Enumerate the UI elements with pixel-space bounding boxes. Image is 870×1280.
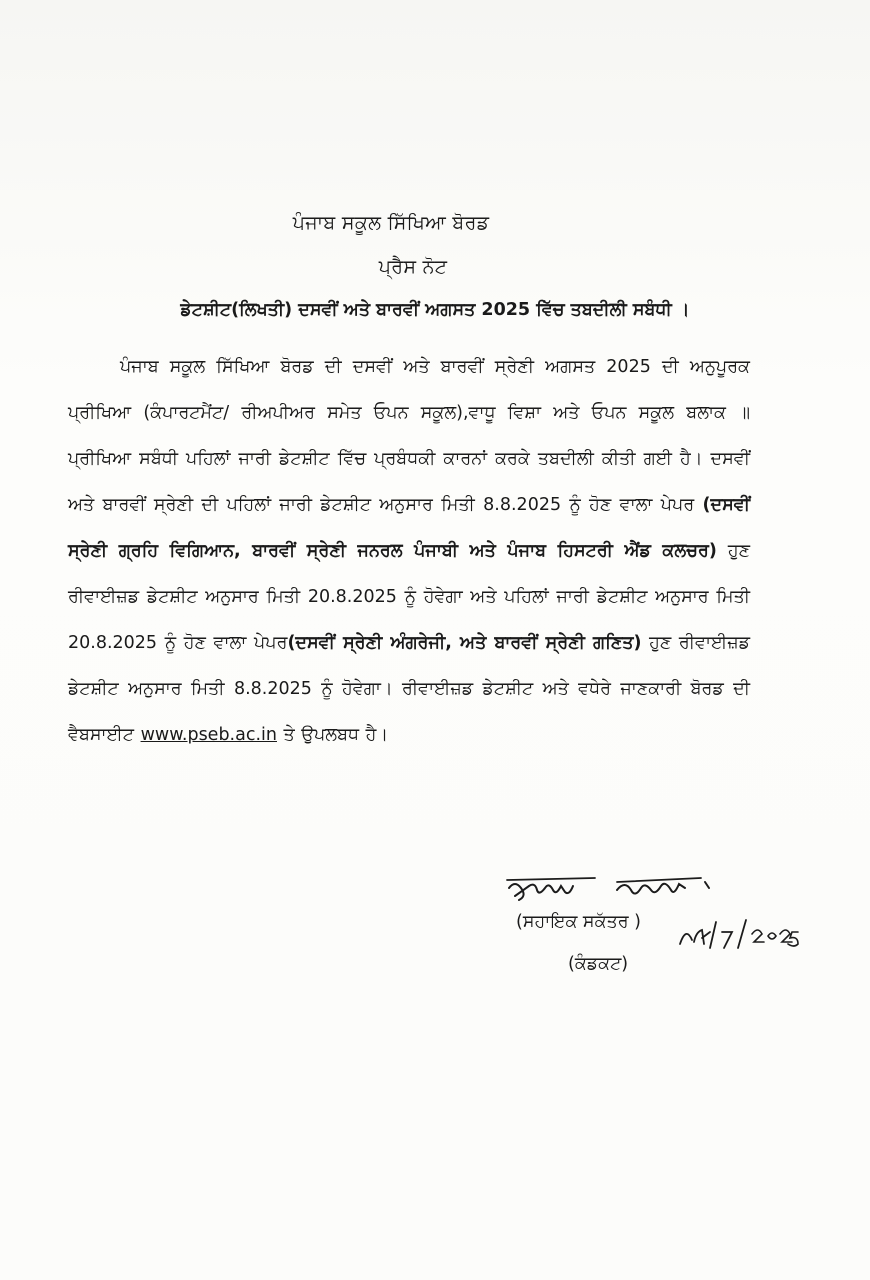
body-segment: ਹੁਣ ਰੀਵਾਈਜ਼ਡ ਡੇਟਸ਼ੀਟ ਅਨੁਸਾਰ ਮਿਤੀ 20.8.2025 ਨੂੰ ਹੋਵੇਗਾ ਅਤੇ ਪਹਿਲਾਂ ਜਾਰੀ ਡੇਟਸ਼ੀਟ ਅਨੁਸਾਰ ਮਿਤੀ 20.8.2025 ਨੂੰ ਹੋਣ ਵਾਲਾ ਪੇਪਰ <box>68 541 751 653</box>
body-bold-segment: (ਦਸਵੀਂ ਸ੍ਰੇਣੀ ਅੰਗਰੇਜੀ, ਅਤੇ ਬਾਰਵੀਂ ਸ੍ਰੇਣੀ ਗਣਿਤ) <box>287 633 642 653</box>
document-type-heading: ਪ੍ਰੈਸ ਨੋਟ <box>378 256 448 278</box>
body-segment: ਹੁਣ ਰੀਵਾਈਜ਼ਡ ਡੇਟਸ਼ੀਟ ਅਨੁਸਾਰ ਮਿਤੀ 8.8.2025 ਨੂੰ ਹੋਵੇਗਾ। ਰੀਵਾਈਜ਼ਡ ਡੇਟਸ਼ੀਟ ਅਤੇ ਵਧੇਰੇ ਜਾਣਕਾਰੀ ਬੋਰਡ ਦੀ ਵੈਬਸਾਈਟ <box>68 633 750 745</box>
press-note-body <box>68 344 750 758</box>
department-label: (ਕੰਡਕਟ) <box>568 954 629 974</box>
designation-label: (ਸਹਾਇਕ ਸਕੱਤਰ ) <box>516 912 641 932</box>
body-segment: ਤੇ ਉਪਲਬਧ ਹੈ। <box>276 725 389 745</box>
website-link[interactable]: www.pseb.ac.in <box>140 725 277 745</box>
board-name-heading: ਪੰਜਾਬ ਸਕੂਲ ਸਿੱਖਿਆ ਬੋਰਡ <box>292 212 490 234</box>
subject-line: ਡੇਟਸ਼ੀਟ(ਲਿਖਤੀ) ਦਸਵੀਂ ਅਤੇ ਬਾਰਵੀਂ ਅਗਸਤ 2025 ਵਿੱਚ ਤਬਦੀਲੀ ਸਬੰਧੀ । <box>180 300 690 320</box>
body-bold-segment: (ਦਸਵੀਂ ਸ੍ਰੇਣੀ ਗ੍ਰਹਿ ਵਿਗਿਆਨ, ਬਾਰਵੀਂ ਸ੍ਰੇਣੀ ਜਨਰਲ ਪੰਜਾਬੀ ਅਤੇ ਪੰਜਾਬ ਹਿਸਟਰੀ ਐਂਡ ਕਲਚਰ) <box>68 495 750 561</box>
handwritten-date <box>676 916 816 952</box>
body-segment: ਪੰਜਾਬ ਸਕੂਲ ਸਿੱਖਿਆ ਬੋਰਡ ਦੀ ਦਸਵੀਂ ਅਤੇ ਬਾਰਵੀਂ ਸ੍ਰੇਣੀ ਅਗਸਤ 2025 ਦੀ ਅਨੁਪੂਰਕ ਪ੍ਰੀਖਿਆ (ਕੰਪਾਰਟਮੈਂਟ/ ਰੀਅਪੀਅਰ ਸਮੇਤ ਓਪਨ ਸਕੂਲ),ਵਾਧੂ ਵਿਸ਼ਾ ਅਤੇ ਓਪਨ ਸਕੂਲ ਬਲਾਕ ॥ ਪ੍ਰੀਖਿਆ ਸਬੰਧੀ ਪਹਿਲਾਂ ਜਾਰੀ ਡੇਟਸ਼ੀਟ ਵਿੱਚ ਪ੍ਰਬੰਧਕੀ ਕਾਰਨਾਂ ਕਰਕੇ ਤਬਦੀਲੀ ਕੀਤੀ ਗਈ ਹੈ। ਦਸਵੀਂ ਅਤੇ ਬਾਰਵੀਂ ਸ੍ਰੇਣੀ ਦੀ ਪਹਿਲਾਂ ਜਾਰੀ ਡੇਟਸ਼ੀਟ ਅਨੁਸਾਰ ਮਿਤੀ 8.8.2025 ਨੂੰ ਹੋਣ ਵਾਲਾ ਪੇਪਰ <box>68 357 750 515</box>
handwritten-signature <box>505 872 725 912</box>
